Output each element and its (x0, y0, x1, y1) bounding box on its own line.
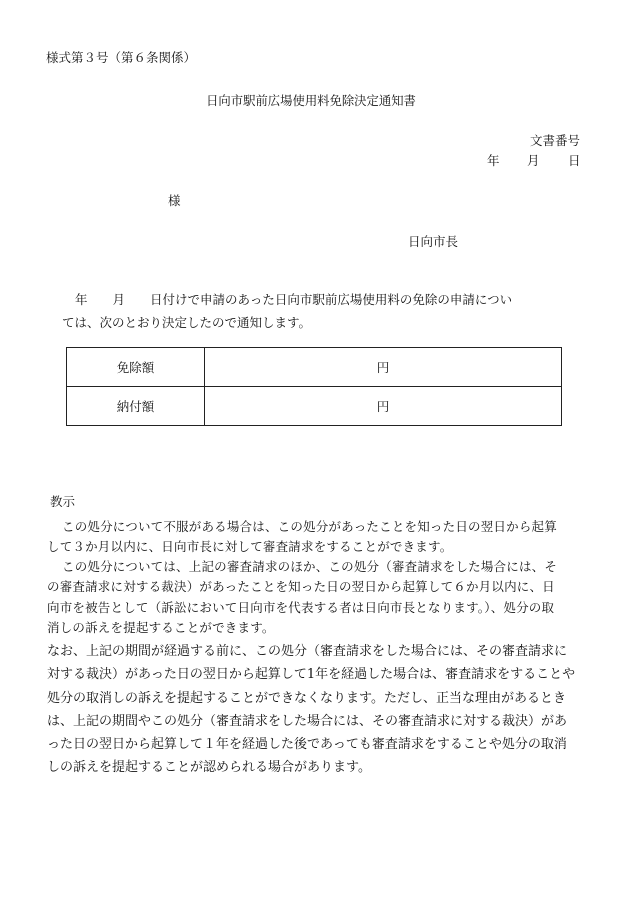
note-line: しの訴えを提起することが認められる場合があります。 (47, 760, 371, 775)
date-month-label: 月 (527, 153, 540, 168)
issuer-name: 日向市長 (408, 234, 459, 249)
body-year-label: 年 (75, 292, 88, 307)
body-line-1-text: 日付けで申請のあった日向市駅前広場使用料の免除の申請につい (150, 292, 513, 307)
note-line: は、上記の期間やこの処分（審査請求をした場合には、その審査請求に対する裁決）があ (47, 714, 568, 729)
form-number: 様式第３号（第６条関係） (46, 50, 197, 65)
notice-line: この処分について不服がある場合は、この処分があったことを知った日の翌日から起算 (62, 519, 557, 534)
payment-amount-label: 納付額 (67, 387, 205, 426)
payment-amount-value: 円 (205, 387, 562, 426)
note-line: なお、上記の期間が経過する前に、この処分（審査請求をした場合には、その審査請求に (47, 644, 568, 659)
body-month-label: 月 (112, 292, 126, 307)
notice-line: この処分については、上記の審査請求のほか、この処分（審査請求をした場合には、そ (62, 559, 558, 574)
note-line: 処分の取消しの訴えを提起することができなくなります。ただし、正当な理由があるとき (47, 691, 566, 706)
note-line: 対する裁決）があった日の翌日から起算して1年を経過した場合は、審査請求をすることや (47, 667, 576, 682)
amount-table (66, 347, 562, 426)
exemption-amount-label: 免除額 (67, 348, 205, 387)
addressee-suffix: 様 (168, 193, 181, 208)
notice-line: の審査請求に対する裁決）があったことを知った日の翌日から起算して６か月以内に、日 (47, 579, 555, 594)
exemption-amount-value: 円 (205, 348, 562, 387)
document-number-label: 文書番号 (529, 133, 580, 148)
table-row (67, 348, 562, 387)
document-title: 日向市駅前広場使用料免除決定通知書 (206, 93, 416, 108)
date-year-label: 年 (487, 153, 500, 168)
date-day-label: 日 (568, 153, 581, 168)
notice-line: 向市を被告として（訴訟において日向市を代表する者は日向市長となります。）、処分の取 (47, 600, 555, 615)
notice-heading: 教示 (50, 494, 76, 509)
notice-line: 消しの訴えを提起することができます。 (47, 620, 275, 635)
note-line: った日の翌日から起算して１年を経過した後であっても審査請求をすることや処分の取消 (47, 737, 567, 752)
body-line-1 (75, 290, 512, 308)
body-line-2: ては、次のとおり決定したので通知します。 (62, 315, 312, 330)
notice-line: して３か月以内に、日向市長に対して審査請求をすることができます。 (47, 539, 453, 554)
table-row (67, 387, 562, 426)
